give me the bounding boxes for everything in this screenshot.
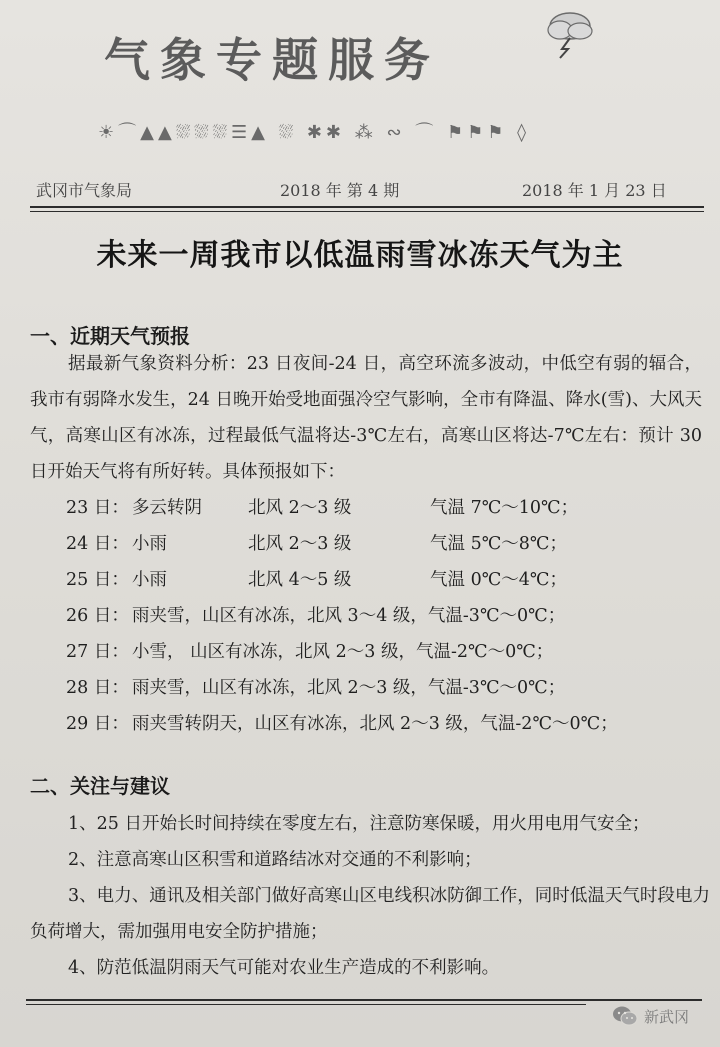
forecast-temperature: 气温 5℃～8℃； [430, 534, 567, 554]
section-heading-forecast: 一、近期天气预报 [30, 324, 190, 348]
footer-divider-thin [26, 1004, 586, 1005]
issue-date: 2018 年 1 月 23 日 [522, 181, 667, 200]
forecast-list [66, 490, 706, 742]
forecast-temperature: 气温 0℃～4℃； [430, 570, 567, 590]
cloud-lightning-icon [540, 6, 600, 60]
section-heading-advice: 二、关注与建议 [30, 774, 170, 798]
watermark-label: 新武冈 [644, 1007, 690, 1026]
forecast-condition: 小雨 [132, 534, 167, 554]
document-title: 未来一周我市以低温雨雪冰冻天气为主 [96, 238, 624, 273]
issuer-name: 武冈市气象局 [36, 181, 133, 200]
weather-symbol-strip: ☀⌒▲▲⛆⛆⛆☰▲ ⛆ ✱✱ ⁂ ∾ ⌒ ⚑⚑⚑ ◊ [98, 122, 531, 142]
forecast-row [66, 634, 706, 670]
forecast-row [66, 598, 706, 634]
forecast-detail: 小雪， 山区有冰冻，北风 2～3 级，气温-2℃～0℃； [132, 642, 554, 662]
forecast-day: 25 日： [66, 570, 129, 590]
footer-divider [26, 999, 702, 1001]
advice-item: 3、电力、通讯及相关部门做好高寒山区电线积冰防御工作，同时低温天气时段电力负荷增大，需加强用电安全防护措施； [30, 886, 710, 942]
advice-list [30, 806, 710, 986]
forecast-day: 24 日： [66, 534, 129, 554]
forecast-detail: 雨夹雪，山区有冰冻，北风 2～3 级，气温-3℃～0℃； [132, 678, 566, 698]
header-divider-thin [30, 211, 704, 212]
forecast-day: 26 日： [66, 606, 129, 626]
forecast-wind: 北风 4～5 级 [248, 570, 352, 590]
forecast-wind: 北风 2～3 级 [248, 498, 352, 518]
forecast-temperature: 气温 7℃～10℃； [430, 498, 579, 518]
forecast-condition: 多云转阴 [132, 498, 202, 518]
forecast-wind: 北风 2～3 级 [248, 534, 352, 554]
forecast-day: 23 日： [66, 498, 129, 518]
forecast-row [66, 490, 706, 526]
forecast-day: 28 日： [66, 678, 129, 698]
forecast-detail: 雨夹雪转阴天，山区有冰冻，北风 2～3 级，气温-2℃～0℃； [132, 714, 618, 734]
forecast-detail: 雨夹雪，山区有冰冻，北风 3～4 级，气温-3℃～0℃； [132, 606, 566, 626]
forecast-intro-paragraph: 据最新气象资料分析：23 日夜间-24 日，高空环流多波动，中低空有弱的辐合，我市有弱降水发生，24 日晚开始受地面强冷空气影响，全市有降温、降水(雪)、大风天气，高寒山区有冰冻，过程最低气温将达-3℃左右，高寒山区将达-7℃左右：预计 30 日开始天气将有所好转。具体预报如下： [30, 354, 702, 482]
wechat-icon [612, 1005, 638, 1027]
forecast-row [66, 526, 706, 562]
forecast-condition: 小雨 [132, 570, 167, 590]
banner-title: 气象专题服务 [104, 33, 440, 87]
forecast-day: 27 日： [66, 642, 129, 662]
header-divider [30, 206, 704, 208]
advice-item: 2、注意高寒山区积雪和道路结冰对交通的不利影响； [68, 850, 482, 870]
forecast-row [66, 706, 706, 742]
forecast-row [66, 562, 706, 598]
wechat-watermark [612, 1004, 689, 1028]
forecast-row [66, 670, 706, 706]
forecast-day: 29 日： [66, 714, 129, 734]
advice-item: 4、防范低温阴雨天气可能对农业生产造成的不利影响。 [68, 958, 500, 978]
issue-number: 2018 年 第 4 期 [280, 181, 400, 200]
advice-item: 1、25 日开始长时间持续在零度左右，注意防寒保暖，用火用电用气安全； [68, 814, 650, 834]
